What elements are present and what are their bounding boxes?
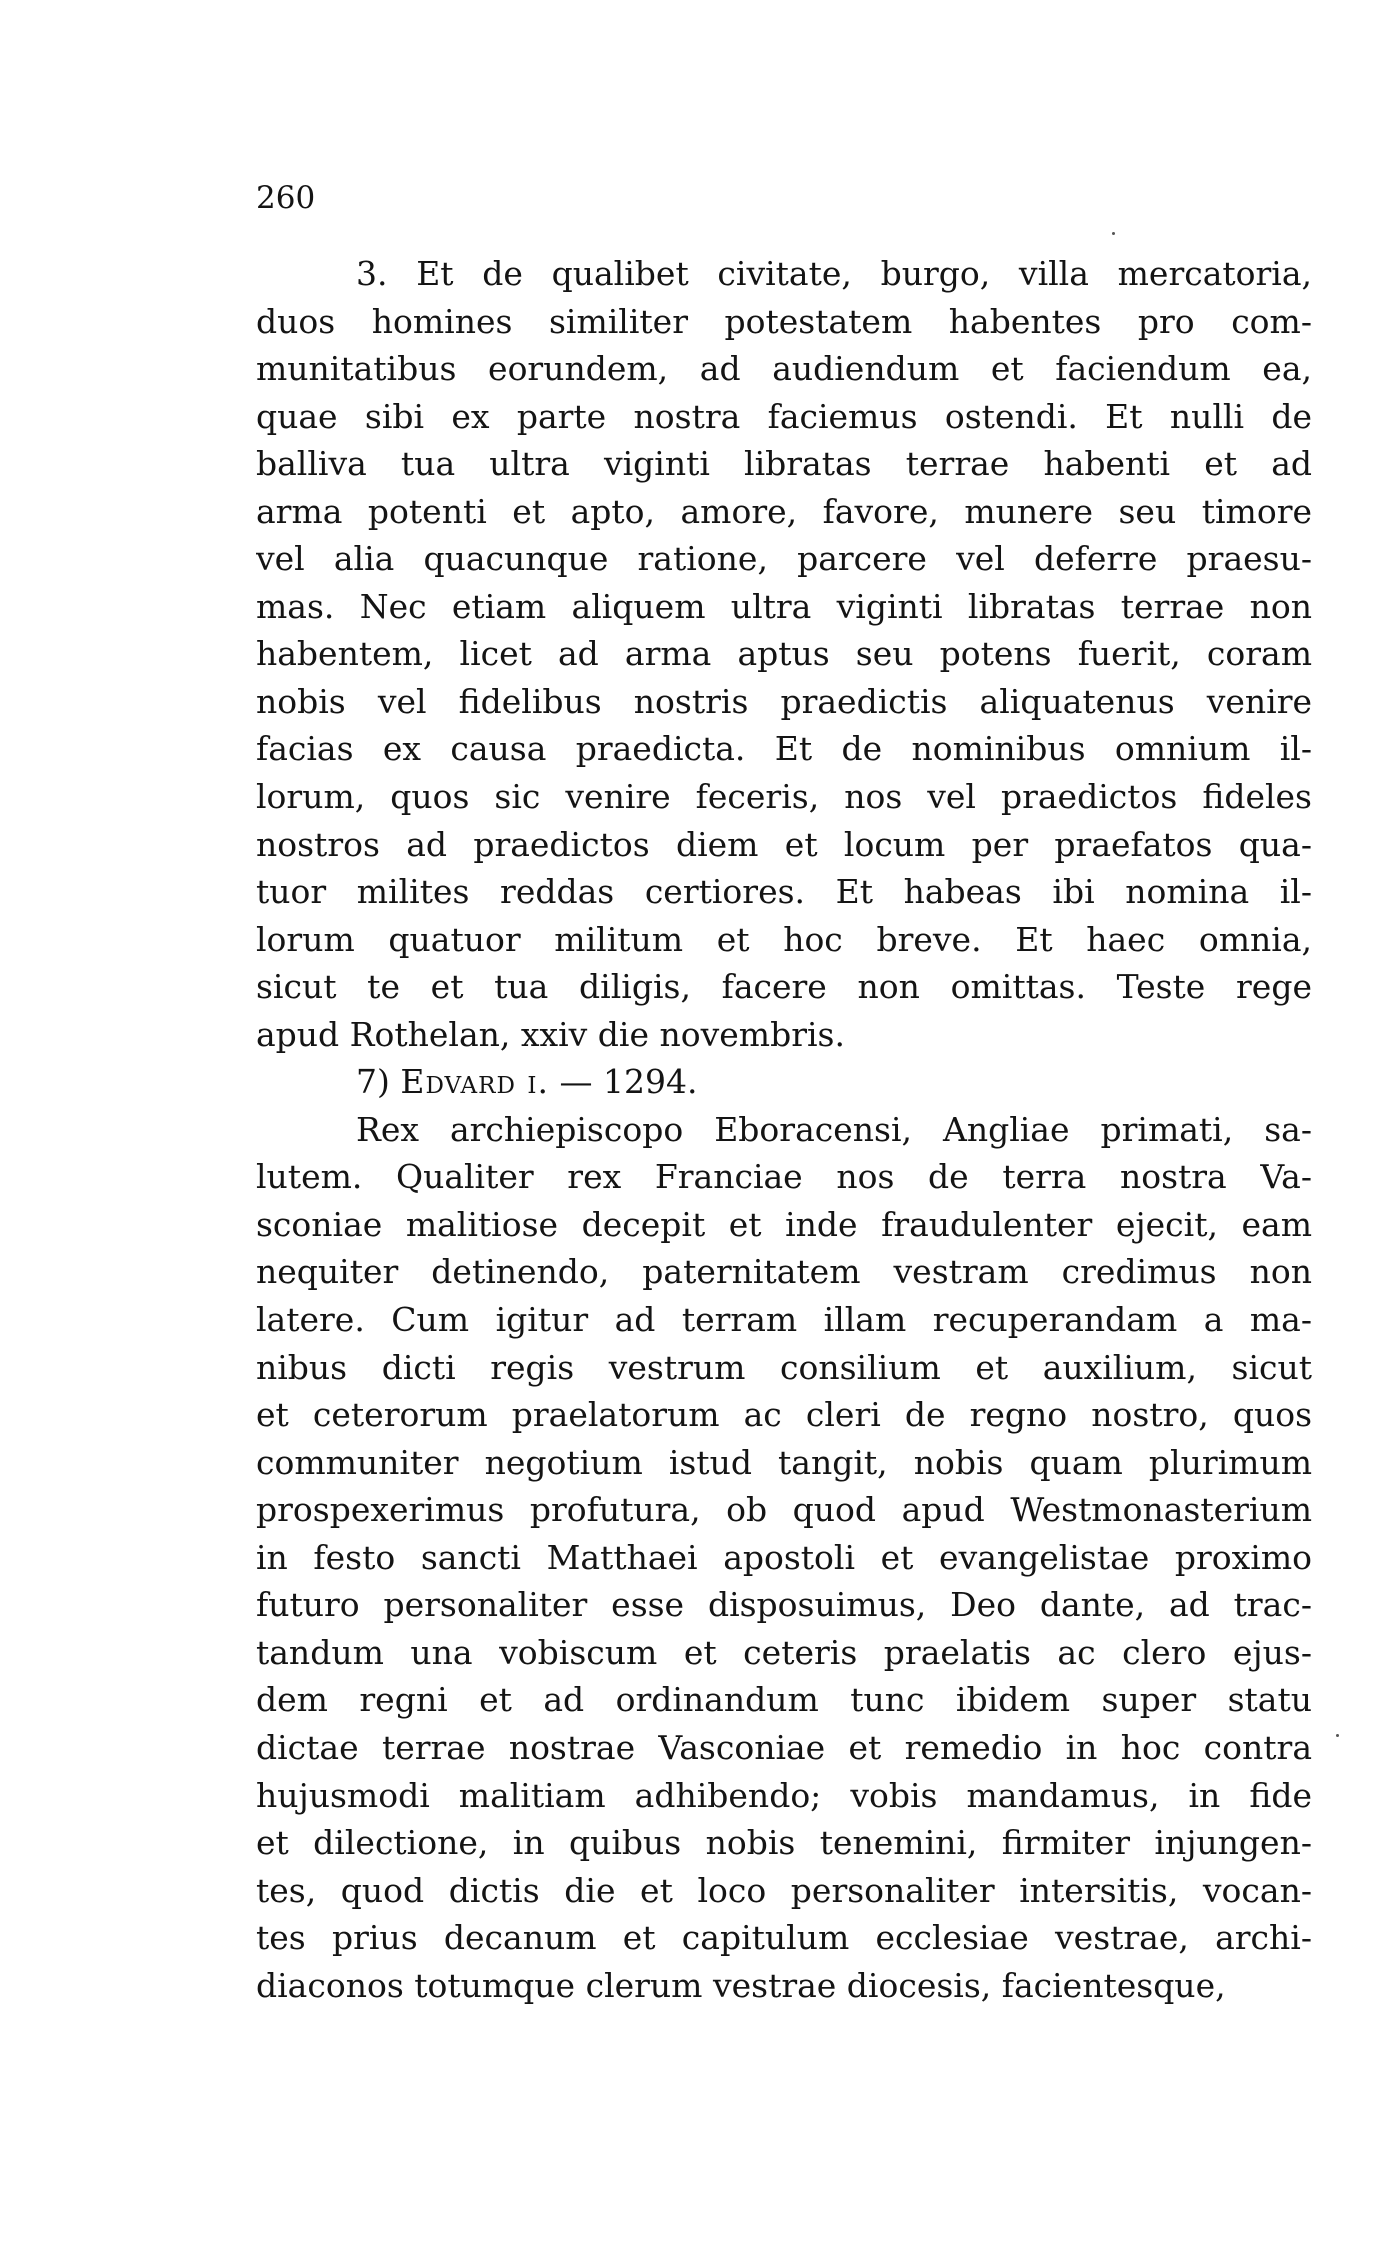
text-line: facias ex causa praedicta. Et de nominibus omnium il-	[256, 729, 1312, 769]
text-line: tandum una vobiscum et ceteris praelatis ac clero ejus-	[256, 1632, 1312, 1672]
text-line: dictae terrae nostrae Vasconiae et remedio in hoc contra	[256, 1727, 1312, 1767]
text-line: futuro personaliter esse disposuimus, Deo dante, ad trac-	[256, 1585, 1312, 1625]
text-line: sicut te et tua diligis, facere non omittas. Teste rege	[256, 967, 1312, 1007]
text-line: prospexerimus profutura, ob quod apud Westmonasterium	[256, 1490, 1312, 1530]
paragraph-writ-section-3	[256, 250, 1312, 1058]
text-line: et ceterorum praelatorum ac cleri de regno nostro, quos	[256, 1395, 1312, 1435]
text-line: Rex archiepiscopo Eboracensi, Angliae primati, sa-	[356, 1109, 1312, 1149]
text-line: diaconos totumque clerum vestrae diocesis, facientesque,	[256, 1965, 1226, 2005]
text-line: sconiae malitiose decepit et inde fraudulenter ejecit, eam	[256, 1204, 1312, 1244]
text-line: hujusmodi malitiam adhibendo; vobis mandamus, in fide	[256, 1775, 1312, 1815]
text-line: communiter negotium istud tangit, nobis quam plurimum	[256, 1442, 1312, 1482]
text-line: duos homines similiter potestatem habentes pro com-	[256, 301, 1312, 341]
text-line: latere. Cum igitur ad terram illam recuperandam a ma-	[256, 1300, 1312, 1340]
heading-year: 1294.	[602, 1062, 698, 1102]
text-line: 3. Et de qualibet civitate, burgo, villa mercatoria,	[356, 254, 1312, 293]
text-line: quae sibi ex parte nostra faciemus ostendi. Et nulli de	[256, 396, 1312, 436]
heading-king-name: Edvard i.	[400, 1062, 549, 1102]
text-line: nequiter detinendo, paternitatem vestram credimus non	[256, 1252, 1312, 1292]
text-line: tuor milites reddas certiores. Et habeas ibi nomina il-	[256, 872, 1312, 912]
body-text	[256, 250, 1312, 2009]
heading-number: 7)	[356, 1062, 390, 1102]
text-line: apud Rothelan, xxiv die novembris.	[256, 1014, 845, 1054]
text-line: nibus dicti regis vestrum consilium et auxilium, sicut	[256, 1347, 1312, 1387]
text-line: et dilectione, in quibus nobis tenemini, firmiter injungen-	[256, 1823, 1312, 1863]
text-line: vel alia quacunque ratione, parcere vel deferre praesu-	[256, 539, 1312, 579]
text-line: nobis vel fidelibus nostris praedictis aliquatenus venire	[256, 681, 1312, 721]
heading-dash: —	[559, 1062, 593, 1102]
paper-speck	[1336, 1734, 1339, 1737]
page-number: 260	[256, 180, 316, 216]
text-line: lorum, quos sic venire feceris, nos vel praedictos fideles	[256, 777, 1312, 817]
document-heading	[256, 1058, 1312, 1106]
text-line: habentem, licet ad arma aptus seu potens fuerit, coram	[256, 634, 1312, 674]
paper-speck	[1112, 232, 1115, 235]
text-line: arma potenti et apto, amore, favore, munere seu timore	[256, 491, 1312, 531]
text-line: balliva tua ultra viginti libratas terrae habenti et ad	[256, 444, 1312, 484]
text-line: mas. Nec etiam aliquem ultra viginti libratas terrae non	[256, 586, 1312, 626]
text-line: lorum quatuor militum et hoc breve. Et haec omnia,	[256, 919, 1312, 959]
text-line: tes prius decanum et capitulum ecclesiae vestrae, archi-	[256, 1918, 1312, 1958]
text-line: dem regni et ad ordinandum tunc ibidem super statu	[256, 1680, 1312, 1720]
text-line: in festo sancti Matthaei apostoli et evangelistae proximo	[256, 1537, 1312, 1577]
text-line: tes, quod dictis die et loco personaliter intersitis, vocan-	[256, 1870, 1312, 1910]
text-line: lutem. Qualiter rex Franciae nos de terra nostra Va-	[256, 1157, 1312, 1197]
text-line: munitatibus eorundem, ad audiendum et faciendum ea,	[256, 349, 1312, 389]
text-line: nostros ad praedictos diem et locum per praefatos qua-	[256, 824, 1312, 864]
paragraph-letter-to-archbishop	[256, 1106, 1312, 2009]
